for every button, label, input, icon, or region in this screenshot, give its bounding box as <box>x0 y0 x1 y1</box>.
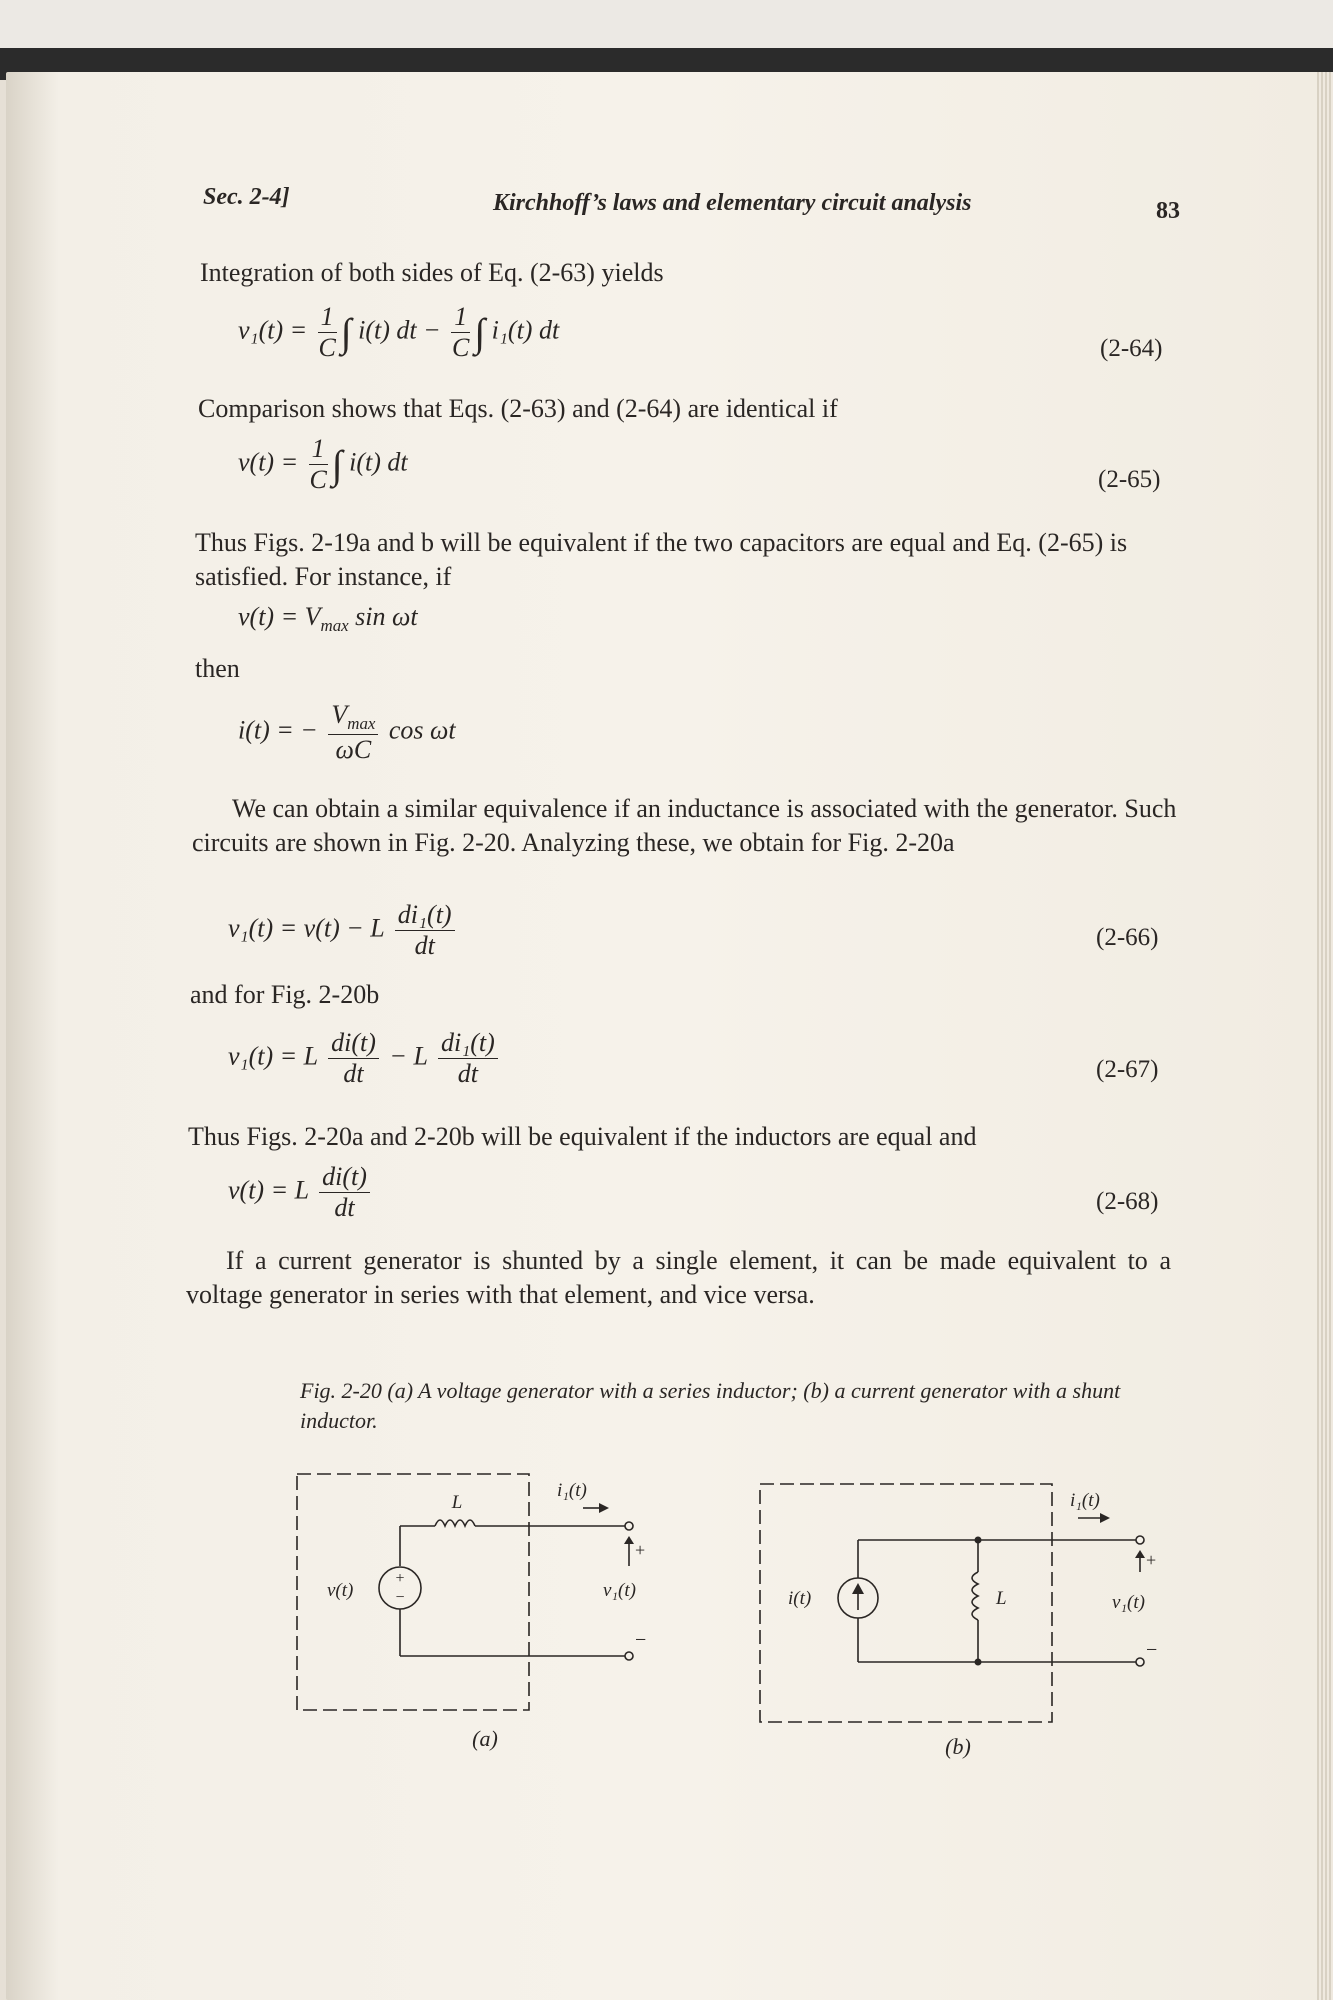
eq66-den: dt <box>414 931 435 960</box>
eq64-num1: 1 <box>318 302 337 333</box>
equation-2-67 <box>228 1028 502 1089</box>
fig-a-voltage-arrow-icon <box>624 1536 634 1544</box>
fig-b-minus: − <box>1146 1639 1158 1661</box>
eqi-rest: cos ωt <box>388 715 456 745</box>
eq67-num2: di₁(t) <box>438 1028 498 1059</box>
eq64-term1: i(t) dt − <box>358 315 441 345</box>
page-number: 83 <box>1156 198 1180 224</box>
eq64-den1: C <box>318 333 336 362</box>
equation-2-65: v(t) = $\frac{1}{C}$ ∫ i(t) dt <box>238 434 408 494</box>
figure-2-20a <box>285 1456 665 1756</box>
paragraph-2: Comparison shows that Eqs. (2-63) and (2-64) are identical if <box>198 394 838 423</box>
fig-a-source-label: v(t) <box>327 1580 354 1601</box>
figure-caption: Fig. 2-20 (a) A voltage generator with a series inductor; (b) a current generator with a shunt inductor. <box>300 1378 1121 1433</box>
eq67-lhs: v₁(t) = L <box>228 1041 318 1071</box>
equation-2-64: v₁(t) = $\frac{1}{C}$ ∫ i(t) dt − $\frac{1}{C}$ ∫ i₁(t) dt <box>238 302 560 362</box>
fig-b-output-label: v₁(t) <box>1112 1592 1145 1613</box>
fig-b-plus: + <box>1146 1550 1157 1570</box>
fig-b-current-arrow-icon <box>1100 1513 1110 1523</box>
fig-b-node-bottom <box>975 1659 982 1666</box>
eqv-text: v(t) = V <box>238 602 321 631</box>
fig-b-label: (b) <box>945 1734 971 1759</box>
eq64-lhs: v₁(t) = <box>238 315 308 345</box>
eq64-number: (2-64) <box>1100 335 1163 362</box>
fig-a-source-plus: + <box>395 1570 405 1587</box>
eq64-den2: C <box>452 333 470 362</box>
paragraph-5: We can obtain a similar equivalence if an inductance is associated with the generator. Such circuits are shown in Fig. 2-20. Analyzing these, we obtain for Fig. 2-20a <box>192 794 1177 857</box>
eqi-lhs: i(t) = − <box>238 715 318 745</box>
paragraph-1: Integration of both sides of Eq. (2-63) yields <box>200 258 664 287</box>
fig-a-inductor-label: L <box>451 1492 463 1513</box>
paragraph-then: then <box>195 654 240 683</box>
eqi-num-sub: max <box>347 714 376 734</box>
eq68-lhs: v(t) = L <box>228 1175 309 1205</box>
fig-b-node-top <box>975 1537 982 1544</box>
eq67-number: (2-67) <box>1096 1056 1159 1083</box>
eq67-mid: − L <box>389 1041 428 1071</box>
eq64-term2: i₁(t) dt <box>491 315 560 345</box>
eq66-num: di₁(t) <box>395 900 455 931</box>
paragraph-7: Thus Figs. 2-20a and 2-20b will be equivalent if the inductors are equal and <box>188 1122 977 1151</box>
fig-a-output-label: v₁(t) <box>603 1580 636 1601</box>
eqi-den: ωC <box>335 735 372 765</box>
fig-a-label: (a) <box>472 1726 498 1751</box>
eqi-num: V <box>331 700 348 729</box>
figure-2-20b <box>748 1470 1168 1770</box>
equation-2-66 <box>228 900 459 961</box>
fig-a-terminal-bottom <box>625 1652 633 1660</box>
paragraph-8: If a current generator is shunted by a single element, it can be made equivalent to a voltage generator in series with that element, and vice versa. <box>186 1246 1171 1309</box>
eqv-rest: sin ωt <box>348 602 418 631</box>
eq65-den: C <box>309 465 327 494</box>
eq65-number: (2-65) <box>1098 466 1161 493</box>
fig-a-source-minus: − <box>395 1589 405 1606</box>
paragraph-3: Thus Figs. 2-19a and b will be equivalent if the two capacitors are equal and Eq. (2-65) is satisfied. For instance, if <box>195 528 1128 591</box>
fig-a-current-label: i₁(t) <box>557 1480 587 1501</box>
equation-2-68 <box>228 1162 374 1223</box>
fig-a-plus: + <box>635 1540 646 1560</box>
fig-b-terminal-bottom <box>1136 1658 1144 1666</box>
eq66-lhs: v₁(t) = v(t) − L <box>228 913 385 943</box>
equation-v-sin <box>238 602 418 636</box>
eq65-term: i(t) dt <box>349 447 408 477</box>
fig-b-current-label: i₁(t) <box>1070 1490 1100 1511</box>
fig-b-inductor-icon <box>972 1572 978 1620</box>
paragraph-6: and for Fig. 2-20b <box>190 980 380 1009</box>
fig-a-terminal-top <box>625 1522 633 1530</box>
eq68-num: di(t) <box>319 1162 370 1193</box>
eq67-den2: dt <box>457 1059 478 1088</box>
fig-b-voltage-arrow-icon <box>1135 1550 1145 1558</box>
fig-b-terminal-top <box>1136 1536 1144 1544</box>
eq65-num: 1 <box>309 434 328 465</box>
fig-b-source-arrow-icon <box>852 1583 864 1594</box>
eq68-number: (2-68) <box>1096 1188 1159 1215</box>
fig-a-minus: − <box>635 1629 647 1651</box>
eq64-num2: 1 <box>451 302 470 333</box>
section-label: Sec. 2-4] <box>203 184 290 210</box>
page-edges <box>1317 72 1333 2000</box>
eq65-lhs: v(t) = <box>238 447 299 477</box>
running-title: Kirchhoff’s laws and elementary circuit analysis <box>493 190 972 216</box>
eqv-sub: max <box>320 616 349 636</box>
fig-b-inductor-label: L <box>996 1588 1007 1609</box>
eq67-num1: di(t) <box>328 1028 379 1059</box>
eq67-den1: dt <box>343 1059 364 1088</box>
fig-a-inductor-icon <box>435 1520 475 1526</box>
eq66-number: (2-66) <box>1096 924 1159 951</box>
eq68-den: dt <box>334 1193 355 1222</box>
fig-b-source-label: i(t) <box>788 1588 812 1609</box>
equation-i-cos <box>238 700 456 765</box>
fig-a-current-arrow-icon <box>599 1503 609 1513</box>
